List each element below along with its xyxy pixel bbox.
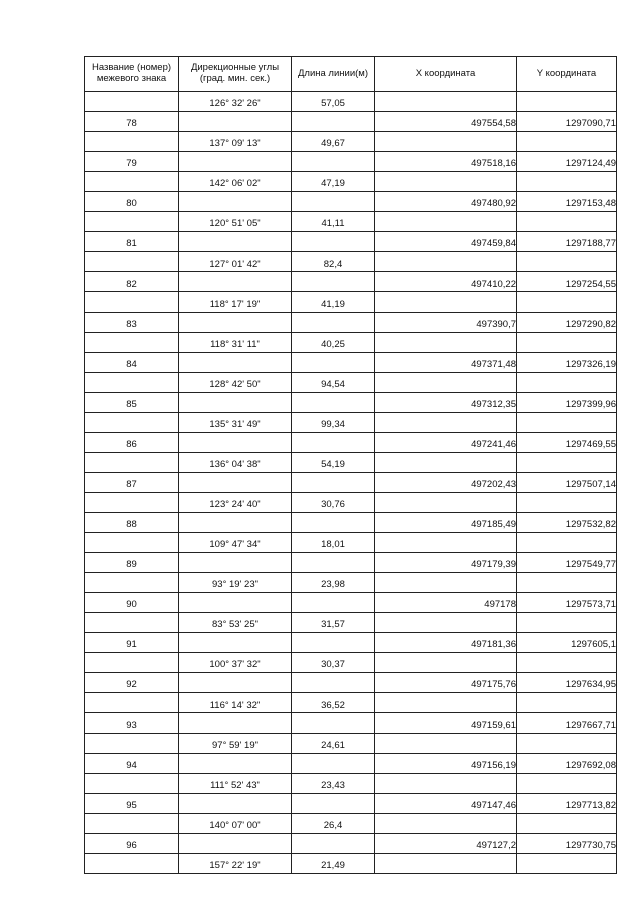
line-length-cell: 36,52 [292, 693, 375, 713]
direction-angle-cell: 93° 19' 23" [179, 573, 292, 593]
y-coordinate-cell [517, 613, 617, 633]
line-length-cell [292, 593, 375, 613]
direction-angle-cell: 83° 53' 25" [179, 613, 292, 633]
marker-name-cell: 80 [85, 192, 179, 212]
y-coordinate-cell [517, 452, 617, 472]
direction-angle-cell: 111° 52' 43" [179, 773, 292, 793]
table-body [85, 92, 617, 874]
x-coordinate-cell: 497181,36 [375, 633, 517, 653]
direction-angle-cell [179, 192, 292, 212]
y-coordinate-cell [517, 252, 617, 272]
table-row [85, 773, 617, 793]
y-coordinate-cell [517, 773, 617, 793]
x-coordinate-cell: 497159,61 [375, 713, 517, 733]
marker-name-cell: 84 [85, 352, 179, 372]
table-row [85, 392, 617, 412]
direction-angle-cell [179, 312, 292, 332]
direction-angle-cell: 118° 31' 11" [179, 332, 292, 352]
direction-angle-cell: 109° 47' 34" [179, 533, 292, 553]
table-row [85, 653, 617, 673]
y-coordinate-cell: 1297469,55 [517, 432, 617, 452]
y-coordinate-cell [517, 853, 617, 873]
table-row [85, 192, 617, 212]
marker-name-cell [85, 492, 179, 512]
y-coordinate-cell [517, 813, 617, 833]
direction-angle-cell [179, 152, 292, 172]
direction-angle-cell [179, 432, 292, 452]
direction-angle-cell: 140° 07' 00" [179, 813, 292, 833]
y-coordinate-cell [517, 332, 617, 352]
line-length-cell [292, 392, 375, 412]
marker-name-cell [85, 332, 179, 352]
line-length-cell: 47,19 [292, 172, 375, 192]
y-coordinate-cell [517, 733, 617, 753]
line-length-cell [292, 633, 375, 653]
x-coordinate-cell: 497518,16 [375, 152, 517, 172]
y-coordinate-cell [517, 172, 617, 192]
y-coordinate-cell: 1297153,48 [517, 192, 617, 212]
table-row [85, 352, 617, 372]
x-coordinate-cell [375, 172, 517, 192]
marker-name-cell [85, 292, 179, 312]
direction-angle-cell [179, 833, 292, 853]
table-row [85, 853, 617, 873]
line-length-cell: 23,43 [292, 773, 375, 793]
marker-name-cell: 91 [85, 633, 179, 653]
line-length-cell: 26,4 [292, 813, 375, 833]
table-row [85, 452, 617, 472]
table-row [85, 533, 617, 553]
boundary-coordinates-table [84, 56, 617, 874]
x-coordinate-cell: 497156,19 [375, 753, 517, 773]
y-coordinate-cell [517, 573, 617, 593]
x-coordinate-cell: 497410,22 [375, 272, 517, 292]
y-coordinate-cell [517, 212, 617, 232]
direction-angle-cell [179, 112, 292, 132]
marker-name-cell: 82 [85, 272, 179, 292]
y-coordinate-cell: 1297730,75 [517, 833, 617, 853]
y-coordinate-cell: 1297399,96 [517, 392, 617, 412]
table-row [85, 713, 617, 733]
direction-angle-cell: 100° 37' 32" [179, 653, 292, 673]
header-y-coordinate: Y координата [517, 57, 617, 92]
y-coordinate-cell: 1297254,55 [517, 272, 617, 292]
x-coordinate-cell [375, 813, 517, 833]
marker-name-cell [85, 372, 179, 392]
header-line-length: Длина линии(м) [292, 57, 375, 92]
line-length-cell [292, 192, 375, 212]
line-length-cell [292, 272, 375, 292]
y-coordinate-cell [517, 372, 617, 392]
line-length-cell [292, 472, 375, 492]
y-coordinate-cell: 1297713,82 [517, 793, 617, 813]
direction-angle-cell: 116° 14' 32" [179, 693, 292, 713]
marker-name-cell: 92 [85, 673, 179, 693]
line-length-cell [292, 112, 375, 132]
line-length-cell: 49,67 [292, 132, 375, 152]
direction-angle-cell: 127° 01' 42" [179, 252, 292, 272]
table-row [85, 833, 617, 853]
line-length-cell [292, 312, 375, 332]
table-row [85, 232, 617, 252]
direction-angle-cell: 128° 42' 50" [179, 372, 292, 392]
direction-angle-cell [179, 753, 292, 773]
header-direction-angle: Дирекционные углы (град. мин. сек.) [179, 57, 292, 92]
direction-angle-cell [179, 352, 292, 372]
x-coordinate-cell: 497179,39 [375, 553, 517, 573]
x-coordinate-cell: 497459,84 [375, 232, 517, 252]
direction-angle-cell: 97° 59' 19" [179, 733, 292, 753]
table-row [85, 292, 617, 312]
y-coordinate-cell [517, 492, 617, 512]
marker-name-cell: 87 [85, 472, 179, 492]
table-row [85, 553, 617, 573]
header-marker-name: Название (номер) межевого знака [85, 57, 179, 92]
line-length-cell [292, 152, 375, 172]
direction-angle-cell: 118° 17' 19" [179, 292, 292, 312]
marker-name-cell: 96 [85, 833, 179, 853]
direction-angle-cell [179, 272, 292, 292]
marker-name-cell: 94 [85, 753, 179, 773]
marker-name-cell [85, 252, 179, 272]
line-length-cell [292, 432, 375, 452]
direction-angle-cell [179, 553, 292, 573]
x-coordinate-cell [375, 412, 517, 432]
direction-angle-cell [179, 793, 292, 813]
line-length-cell: 41,19 [292, 292, 375, 312]
x-coordinate-cell [375, 372, 517, 392]
direction-angle-cell: 136° 04' 38" [179, 452, 292, 472]
line-length-cell: 23,98 [292, 573, 375, 593]
x-coordinate-cell [375, 452, 517, 472]
y-coordinate-cell: 1297188,77 [517, 232, 617, 252]
x-coordinate-cell [375, 252, 517, 272]
direction-angle-cell [179, 232, 292, 252]
marker-name-cell: 79 [85, 152, 179, 172]
x-coordinate-cell [375, 292, 517, 312]
marker-name-cell: 89 [85, 553, 179, 573]
x-coordinate-cell [375, 773, 517, 793]
marker-name-cell: 90 [85, 593, 179, 613]
line-length-cell [292, 833, 375, 853]
direction-angle-cell: 120° 51' 05" [179, 212, 292, 232]
x-coordinate-cell [375, 533, 517, 553]
x-coordinate-cell: 497241,46 [375, 432, 517, 452]
marker-name-cell: 86 [85, 432, 179, 452]
y-coordinate-cell: 1297605,1 [517, 633, 617, 653]
marker-name-cell [85, 693, 179, 713]
x-coordinate-cell [375, 332, 517, 352]
y-coordinate-cell [517, 92, 617, 112]
direction-angle-cell [179, 593, 292, 613]
line-length-cell [292, 673, 375, 693]
marker-name-cell [85, 533, 179, 553]
direction-angle-cell: 142° 06' 02" [179, 172, 292, 192]
direction-angle-cell [179, 392, 292, 412]
marker-name-cell [85, 813, 179, 833]
marker-name-cell: 95 [85, 793, 179, 813]
table-row [85, 593, 617, 613]
table-row [85, 252, 617, 272]
y-coordinate-cell [517, 412, 617, 432]
line-length-cell: 24,61 [292, 733, 375, 753]
table-row [85, 733, 617, 753]
direction-angle-cell: 135° 31' 49" [179, 412, 292, 432]
direction-angle-cell: 137° 09' 13" [179, 132, 292, 152]
table-row [85, 212, 617, 232]
x-coordinate-cell [375, 212, 517, 232]
table-row [85, 693, 617, 713]
x-coordinate-cell [375, 92, 517, 112]
x-coordinate-cell [375, 853, 517, 873]
x-coordinate-cell: 497185,49 [375, 512, 517, 532]
x-coordinate-cell: 497480,92 [375, 192, 517, 212]
table-row [85, 332, 617, 352]
header-x-coordinate: X координата [375, 57, 517, 92]
table-row [85, 112, 617, 132]
line-length-cell [292, 352, 375, 372]
marker-name-cell [85, 573, 179, 593]
y-coordinate-cell [517, 653, 617, 673]
marker-name-cell [85, 613, 179, 633]
x-coordinate-cell: 497312,35 [375, 392, 517, 412]
table-row [85, 92, 617, 112]
marker-name-cell [85, 132, 179, 152]
table-row [85, 132, 617, 152]
table-row [85, 472, 617, 492]
y-coordinate-cell: 1297326,19 [517, 352, 617, 372]
x-coordinate-cell [375, 492, 517, 512]
y-coordinate-cell: 1297667,71 [517, 713, 617, 733]
direction-angle-cell [179, 472, 292, 492]
table-row [85, 573, 617, 593]
line-length-cell [292, 753, 375, 773]
y-coordinate-cell: 1297573,71 [517, 593, 617, 613]
x-coordinate-cell [375, 653, 517, 673]
line-length-cell: 21,49 [292, 853, 375, 873]
y-coordinate-cell [517, 132, 617, 152]
table-row [85, 432, 617, 452]
line-length-cell: 40,25 [292, 332, 375, 352]
line-length-cell [292, 512, 375, 532]
marker-name-cell: 93 [85, 713, 179, 733]
marker-name-cell: 78 [85, 112, 179, 132]
marker-name-cell [85, 212, 179, 232]
line-length-cell: 82,4 [292, 252, 375, 272]
table-row [85, 793, 617, 813]
y-coordinate-cell: 1297090,71 [517, 112, 617, 132]
line-length-cell: 57,05 [292, 92, 375, 112]
table-row [85, 753, 617, 773]
marker-name-cell: 83 [85, 312, 179, 332]
line-length-cell: 30,76 [292, 492, 375, 512]
line-length-cell: 18,01 [292, 533, 375, 553]
table-row [85, 272, 617, 292]
marker-name-cell [85, 412, 179, 432]
line-length-cell [292, 232, 375, 252]
marker-name-cell [85, 653, 179, 673]
direction-angle-cell [179, 512, 292, 532]
x-coordinate-cell: 497147,46 [375, 793, 517, 813]
y-coordinate-cell: 1297532,82 [517, 512, 617, 532]
line-length-cell: 31,57 [292, 613, 375, 633]
y-coordinate-cell [517, 693, 617, 713]
line-length-cell: 41,11 [292, 212, 375, 232]
table-row [85, 673, 617, 693]
marker-name-cell: 85 [85, 392, 179, 412]
marker-name-cell [85, 733, 179, 753]
y-coordinate-cell: 1297692,08 [517, 753, 617, 773]
table-row [85, 813, 617, 833]
marker-name-cell [85, 92, 179, 112]
y-coordinate-cell: 1297507,14 [517, 472, 617, 492]
y-coordinate-cell: 1297290,82 [517, 312, 617, 332]
line-length-cell: 94,54 [292, 372, 375, 392]
line-length-cell: 54,19 [292, 452, 375, 472]
direction-angle-cell: 126° 32' 26" [179, 92, 292, 112]
x-coordinate-cell: 497178 [375, 593, 517, 613]
table-row [85, 492, 617, 512]
y-coordinate-cell: 1297549,77 [517, 553, 617, 573]
line-length-cell [292, 553, 375, 573]
line-length-cell [292, 713, 375, 733]
x-coordinate-cell [375, 573, 517, 593]
x-coordinate-cell: 497390,7 [375, 312, 517, 332]
x-coordinate-cell: 497127,2 [375, 833, 517, 853]
x-coordinate-cell: 497371,48 [375, 352, 517, 372]
direction-angle-cell [179, 713, 292, 733]
y-coordinate-cell: 1297634,95 [517, 673, 617, 693]
y-coordinate-cell [517, 533, 617, 553]
marker-name-cell [85, 452, 179, 472]
table-row [85, 372, 617, 392]
x-coordinate-cell [375, 132, 517, 152]
direction-angle-cell [179, 673, 292, 693]
direction-angle-cell: 123° 24' 40" [179, 492, 292, 512]
line-length-cell: 30,37 [292, 653, 375, 673]
x-coordinate-cell [375, 733, 517, 753]
marker-name-cell: 81 [85, 232, 179, 252]
x-coordinate-cell: 497175,76 [375, 673, 517, 693]
direction-angle-cell: 157° 22' 19" [179, 853, 292, 873]
table-row [85, 633, 617, 653]
x-coordinate-cell [375, 693, 517, 713]
marker-name-cell [85, 172, 179, 192]
marker-name-cell [85, 853, 179, 873]
x-coordinate-cell [375, 613, 517, 633]
table-header [85, 57, 617, 92]
line-length-cell [292, 793, 375, 813]
table-row [85, 152, 617, 172]
table-row [85, 613, 617, 633]
table-row [85, 512, 617, 532]
table-row [85, 412, 617, 432]
header-row [85, 57, 617, 92]
marker-name-cell: 88 [85, 512, 179, 532]
y-coordinate-cell [517, 292, 617, 312]
line-length-cell: 99,34 [292, 412, 375, 432]
direction-angle-cell [179, 633, 292, 653]
marker-name-cell [85, 773, 179, 793]
y-coordinate-cell: 1297124,49 [517, 152, 617, 172]
x-coordinate-cell: 497202,43 [375, 472, 517, 492]
x-coordinate-cell: 497554,58 [375, 112, 517, 132]
table-row [85, 172, 617, 192]
table-row [85, 312, 617, 332]
